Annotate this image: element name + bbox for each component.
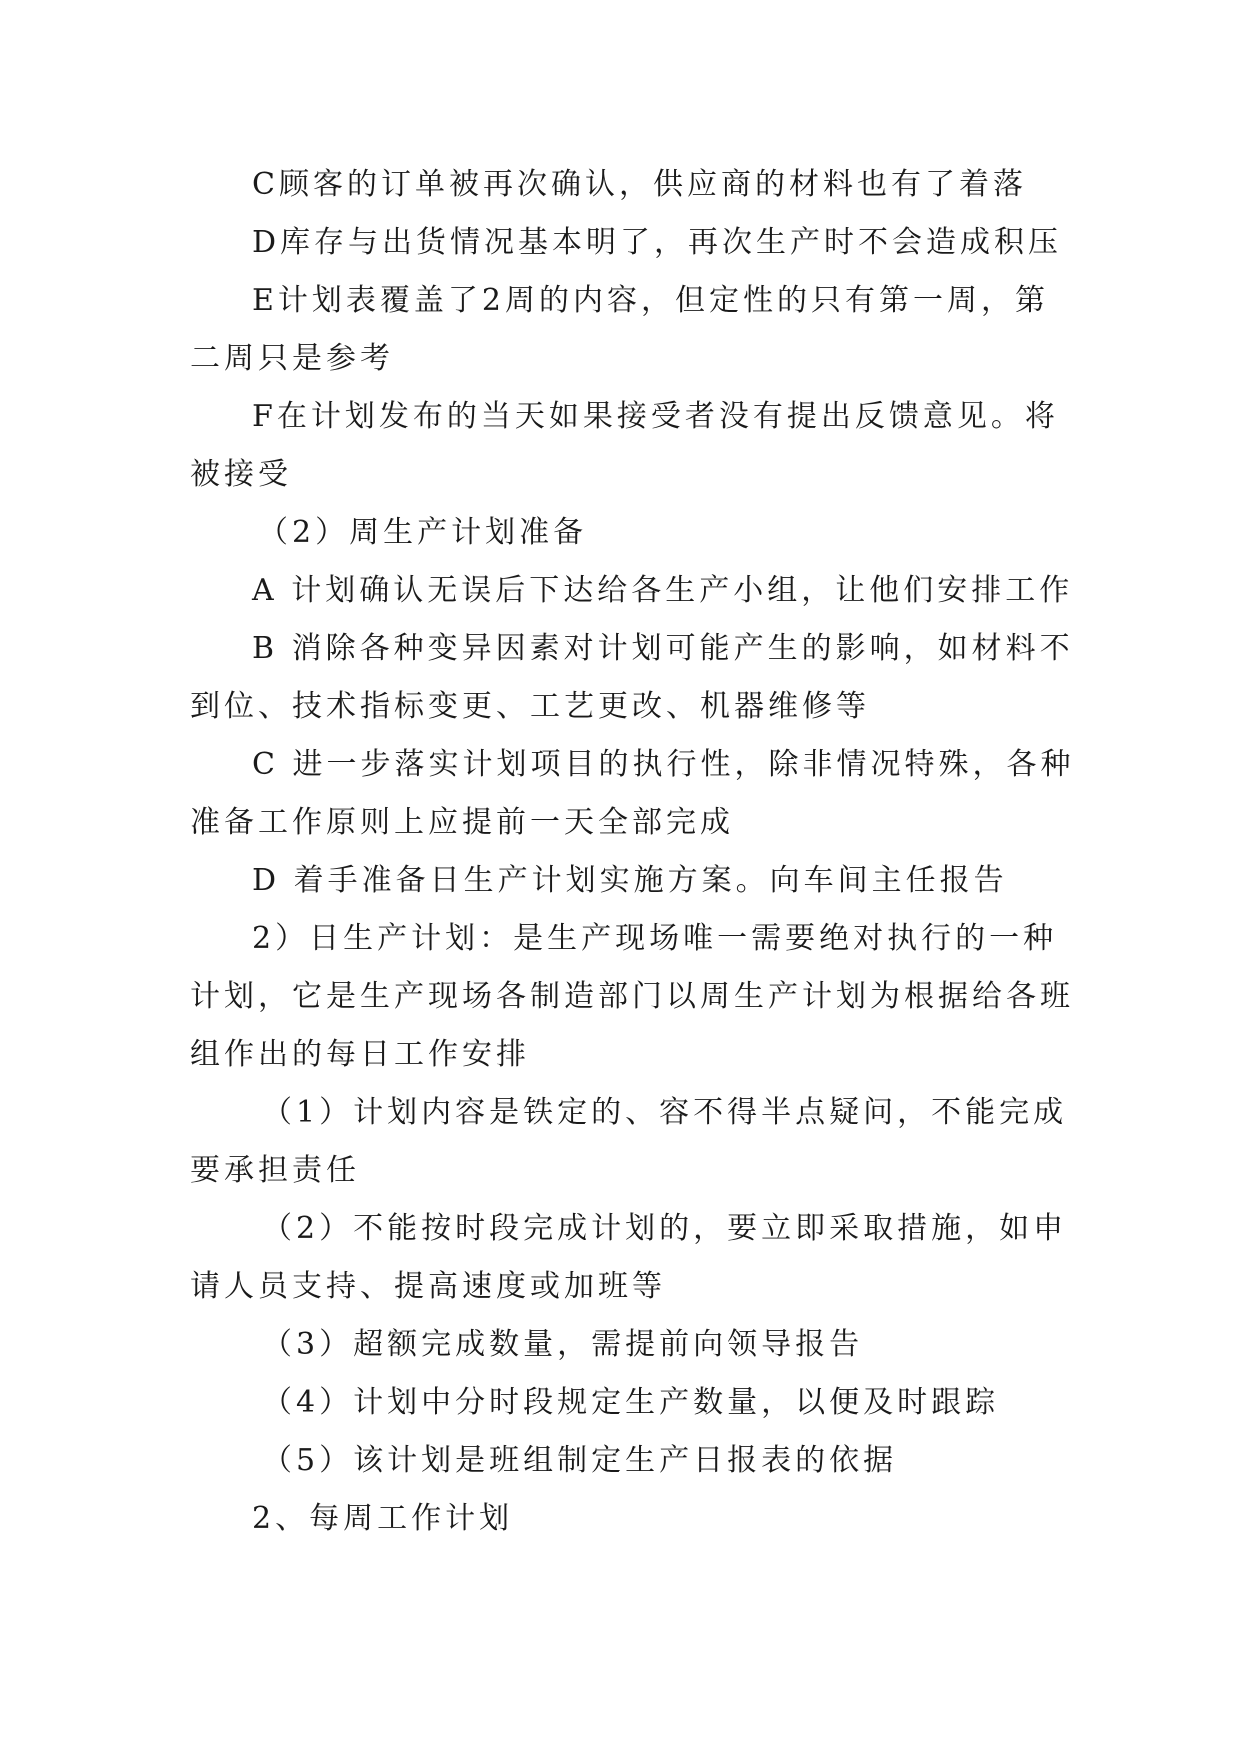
text-line: D库存与出货情况基本明了，再次生产时不会造成积压 [252,225,1063,260]
text-line: （3）超额完成数量，需提前向领导报告 [262,1327,864,1362]
text-line: 组作出的每日工作安排 [190,1037,530,1072]
text-line: A 计划确认无误后下达给各生产小组，让他们安排工作 [252,573,1074,608]
text-line: 到位、技术指标变更、工艺更改、机器维修等 [190,689,870,724]
text-line: B 消除各种变异因素对计划可能产生的影响，如材料不 [252,631,1074,666]
text-line: 2）日生产计划：是生产现场唯一需要绝对执行的一种 [252,921,1058,956]
text-line: 要承担责任 [190,1153,360,1188]
text-line: E计划表覆盖了2周的内容，但定性的只有第一周，第 [252,283,1049,318]
text-line: 请人员支持、提高速度或加班等 [190,1269,666,1304]
text-line: 准备工作原则上应提前一天全部完成 [190,805,734,840]
text-line: C顾客的订单被再次确认，供应商的材料也有了着落 [252,167,1027,202]
text-line: （1）计划内容是铁定的、容不得半点疑问，不能完成 [262,1095,1068,1130]
section-heading: 2、每周工作计划 [252,1501,514,1536]
text-line: （5）该计划是班组制定生产日报表的依据 [262,1443,898,1478]
text-line: D 着手准备日生产计划实施方案。向车间主任报告 [252,863,1008,898]
text-line: 二周只是参考 [190,341,394,376]
text-line: （2）不能按时段完成计划的，要立即采取措施，如申 [262,1211,1068,1246]
text-line: 被接受 [190,457,292,492]
text-line: C 进一步落实计划项目的执行性，除非情况特殊，各种 [252,747,1075,782]
text-line: 计划，它是生产现场各制造部门以周生产计划为根据给各班 [190,979,1074,1014]
section-heading: （2）周生产计划准备 [258,515,588,550]
text-line: （4）计划中分时段规定生产数量，以便及时跟踪 [262,1385,1000,1420]
text-line: F在计划发布的当天如果接受者没有提出反馈意见。将 [252,399,1059,434]
